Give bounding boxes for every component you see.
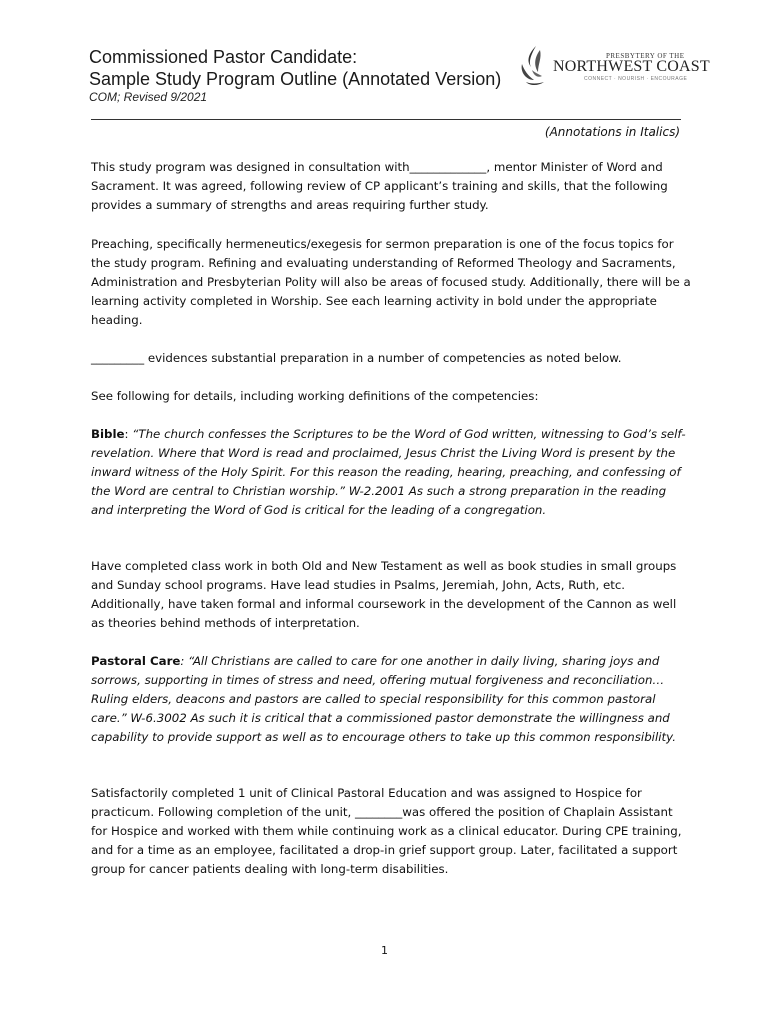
bible-quote: “The church confesses the Scriptures to be the Word of God written, witnessing to God’s self-revelation. Where that Word is read and proclaimed, Jesus Christ the Living Word is present by the inward witness of the Holy Spirit. For this reason the reading, hearing, preaching, and confessing of the Word are central to Christian worship.” W-2.2001 As such a strong preparation in the reading and interpreting the Word of God is critical for the leading of a congregation. <box>91 427 686 517</box>
evidence-paragraph: _________ evidences substantial preparation in a number of competencies as noted below. <box>91 351 622 365</box>
pastoral-care-paragraph <box>91 652 691 747</box>
title-line-1: Commissioned Pastor Candidate: <box>89 47 358 67</box>
bible-detail-paragraph: Have completed class work in both Old and New Testament as well as book studies in small groups and Sunday school programs. Have lead studies in Psalms, Jeremiah, John, Acts, Ruth, etc. Additionally, have taken formal and informal coursework in the development of the Cannon as well as theories behind methods of interpretation. <box>91 559 677 630</box>
bible-heading: Bible <box>91 427 125 441</box>
header-divider <box>91 119 681 120</box>
logo-main-text: NORTHWEST COAST <box>553 58 710 75</box>
logo-top-text: PRESBYTERY OF THE <box>606 52 685 60</box>
pastoral-care-heading: Pastoral Care <box>91 654 181 668</box>
bible-separator: : <box>124 427 133 441</box>
presbytery-logo <box>516 44 710 90</box>
page-number: 1 <box>381 944 388 957</box>
see-following-paragraph: See following for details, including working definitions of the competencies: <box>91 389 539 403</box>
focus-paragraph: Preaching, specifically hermeneutics/exegesis for sermon preparation is one of the focus topics for the study program. Refining and evaluating understanding of Reformed Theology and Sacraments, Administration and Presbyterian Polity will also be areas of focused study. Additionally, there will be a learning activity completed in Worship. See each learning activity in bold under the appropriate heading. <box>91 237 691 327</box>
bible-paragraph <box>91 425 691 520</box>
annotation-note: (Annotations in Italics) <box>544 125 680 139</box>
pastoral-care-quote: : “All Christians are called to care for one another in daily living, sharing joys and sorrows, supporting in times of stress and need, offering mutual forgiveness and reconciliation…Ruling elders, deacons and pastors are called to special responsibility for this common pastoral care.” W-6.3002 As such it is critical that a commissioned pastor demonstrate the willingness and capability to provide support as well as to encourage others to take up this common responsibility. <box>91 654 676 744</box>
title-line-2: Sample Study Program Outline (Annotated Version) <box>89 69 502 89</box>
pastoral-care-detail-paragraph: Satisfactorily completed 1 unit of Clinical Pastoral Education and was assigned to Hospice for practicum. Following completion of the unit, ________was offered the position of Chaplain Assistant for Hospice and worked with them while continuing work as a clinical educator. During CPE training, and for a time as an employee, facilitated a drop-in grief support group. Later, facilitated a support group for cancer patients dealing with long-term disabilities. <box>91 786 682 876</box>
logo-tagline: CONNECT · NOURISH · ENCOURAGE <box>584 76 688 82</box>
intro-paragraph: This study program was designed in consultation with_____________, mentor Minister of Word and Sacrament. It was agreed, following review of CP applicant’s training and skills, that the following provides a summary of strengths and areas requiring further study. <box>91 160 668 212</box>
revision-note: COM; Revised 9/2021 <box>89 90 208 104</box>
flame-leaf-icon <box>516 44 552 90</box>
document-title <box>89 46 501 90</box>
